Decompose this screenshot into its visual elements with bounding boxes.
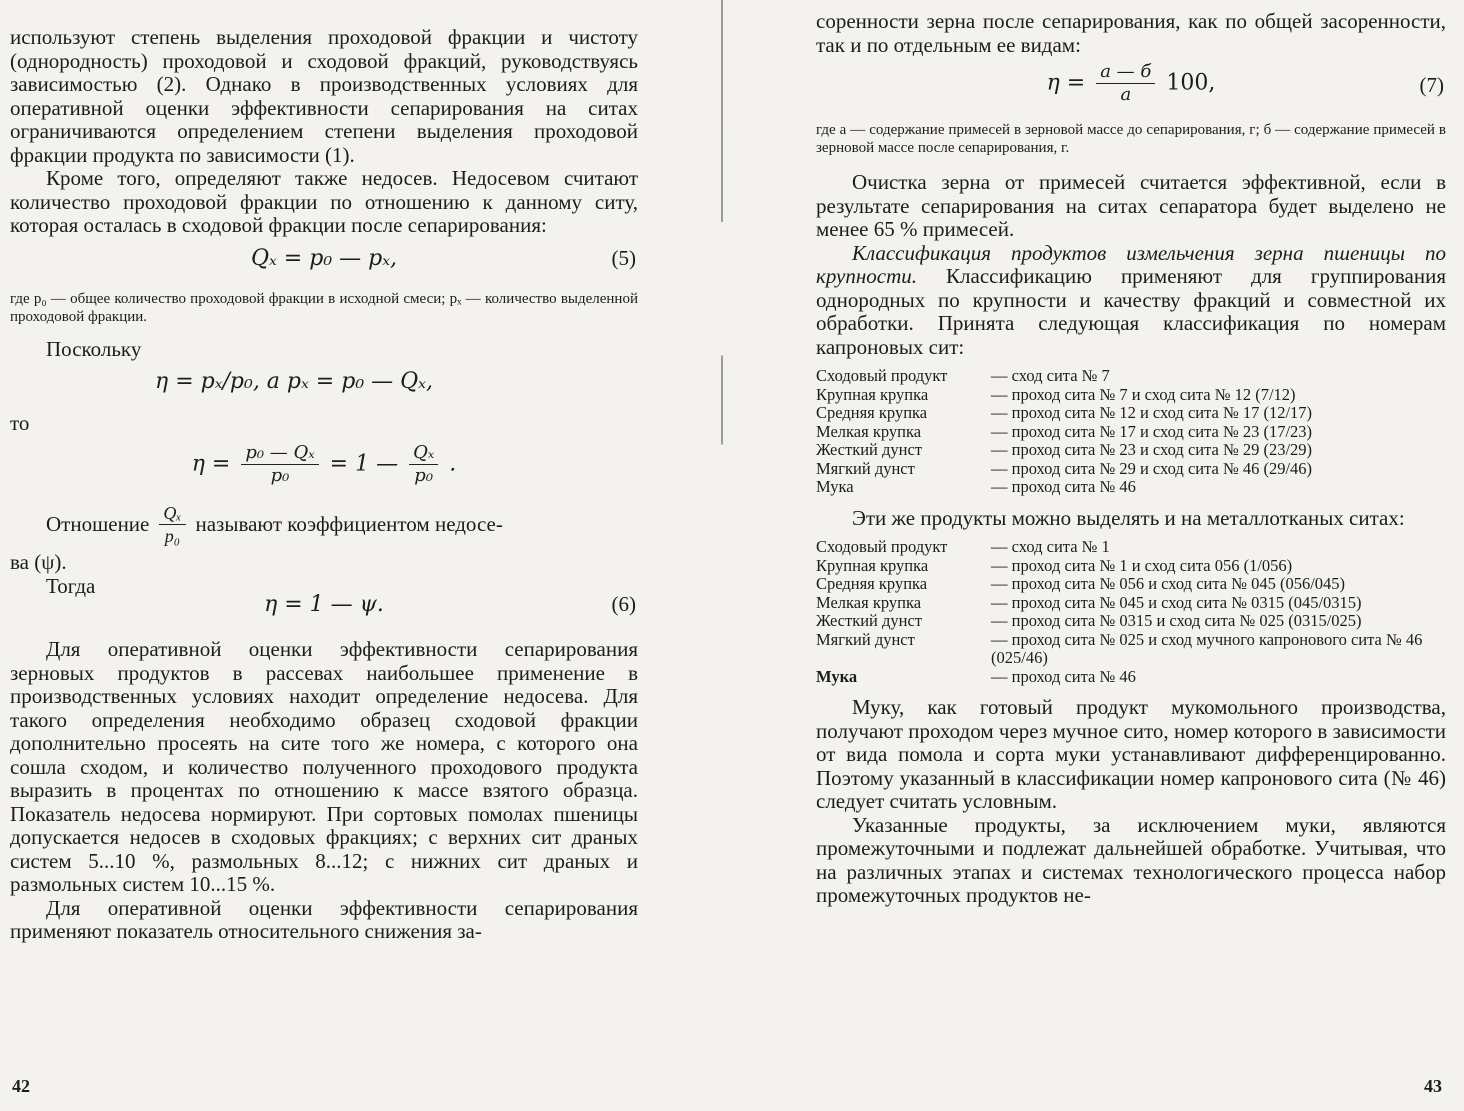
- formula-7-tail: 100,: [1166, 70, 1216, 96]
- formula-7-number: (7): [1419, 73, 1444, 97]
- table-row: Крупная крупка — проход сита № 1 и сход сита 056 (1/056): [816, 555, 1293, 575]
- left-column: [10, 26, 638, 944]
- formula-5-number: (5): [611, 245, 636, 270]
- right-para-6: Указанные продукты, за исключением муки, являются промежуточными и подлежат дальнейшей обработке. Учитывая, что на различных этапах и системах технологического процесса набор промежуточных продуктов не-: [816, 812, 1446, 907]
- table-row: Жесткий дунст — проход сита № 23 и сход сита № 29 (23/29): [816, 440, 1313, 459]
- formula-5-note: где p₀ — общее количество проходовой фракции в исходной смеси; pₓ — количество выделенной проходовой фракции.: [10, 290, 638, 325]
- right-para-2: Очистка зерна от примесей считается эффективной, если в результате сепарирования на ситах сепаратора будет выделено не менее 65 % примесей.: [816, 170, 1446, 241]
- fraction-2-top: Qₓ: [409, 442, 438, 465]
- formula-6: [10, 584, 638, 624]
- ratio-bottom: p₀: [164, 526, 181, 546]
- table-row: Мука — проход сита № 46: [816, 477, 1136, 496]
- classification-table-metal: [816, 538, 1446, 686]
- formula-eta-fraction: [10, 436, 638, 498]
- formula-5-expr: Qₓ = p₀ — pₓ,: [250, 245, 398, 271]
- formula-7: [816, 57, 1446, 115]
- table-row: Мягкий дунст — проход сита № 29 и сход сита № 46 (29/46): [816, 458, 1313, 478]
- table-row: Мелкая крупка — проход сита № 045 и сход сита № 0315 (045/0315): [816, 592, 1362, 612]
- right-para-5: Муку, как готовый продукт мукомольного производства, получают проходом через мучное сито, номер которого в зависимости от вида помола и сорта муки устанавливают дифференцированно. Поэтому указанный в классификации номер капронового сита (№ 46) следует считать условным.: [816, 695, 1446, 813]
- thus-word: Тогда: [46, 573, 96, 598]
- formula-6-number: (6): [611, 592, 636, 616]
- left-para-4: Для оперативной оценки эффективности сепарирования применяют показатель относительного снижения за-: [10, 895, 638, 943]
- table-row: Средняя крупка — проход сита № 12 и сход сита № 17 (12/17): [816, 403, 1313, 422]
- fraction-7: [1096, 61, 1155, 106]
- ratio-line: [10, 502, 638, 547]
- table-row: Сходовый продукт — сход сита № 1: [816, 537, 1110, 556]
- formula-eta-expr: η = pₓ/p₀, а pₓ = p₀ — Qₓ,: [155, 369, 433, 394]
- left-para-2: Кроме того, определяют также недосев. Недосевом считают количество проходовой фракции по отношению к данному ситу, которая осталась в сходовой фракции после сепарирования:: [10, 166, 638, 237]
- table-row: Крупная крупка — проход сита № 7 и сход сита № 12 (7/12): [816, 384, 1296, 404]
- fraction-7-bottom: а: [1120, 84, 1132, 105]
- since-word: Поскольку: [46, 336, 142, 361]
- formula-eta-ratio: [10, 361, 638, 407]
- table-row: Сходовый продукт — сход сита № 7: [816, 366, 1110, 385]
- left-para-1: используют степень выделения проходовой фракции и чистоту (однородность) проходовой и сходовой фракций, руководствуясь зависимостью (2). Однако в производственных условиях для оперативной оценки эффективности сепарирования на ситах ограничиваются определением степени выделения проходовой фракции продукта по зависимости (1).: [10, 25, 638, 167]
- left-page: [0, 0, 722, 1111]
- fraction-2-bottom: p₀: [414, 465, 434, 486]
- ratio-tail: ва (ψ).: [10, 550, 67, 574]
- formula-7-note: где а — содержание примесей в зерновой массе до сепарирования, г; б — содержание примесей в зерновой массе после сепарирования, г.: [816, 122, 1446, 156]
- right-para-1: соренности зерна после сепарирования, как по общей засоренности, так и по отдельным ее видам:: [816, 9, 1446, 57]
- fraction-1-bottom: p₀: [270, 465, 290, 486]
- fraction-2: [409, 442, 438, 487]
- right-page: [724, 0, 1464, 1111]
- then-word: то: [10, 411, 30, 435]
- table-row: Средняя крупка — проход сита № 056 и сход сита № 045 (056/045): [816, 574, 1346, 593]
- eq-mid: = 1 —: [329, 451, 399, 477]
- eta-lhs-7: η =: [1046, 70, 1086, 96]
- right-para-3: [816, 242, 1446, 360]
- table-row: Мука — проход сита № 46: [816, 666, 1136, 686]
- table-row: Жесткий дунст — проход сита № 0315 и сход сита № 025 (0315/025): [816, 611, 1362, 630]
- eta-lhs: η =: [191, 451, 231, 477]
- classification-heading: Классификация продуктов измельчения зерна пшеницы по крупности.: [816, 240, 1446, 288]
- table-row: Мелкая крупка — проход сита № 17 и сход сита № 23 (17/23): [816, 421, 1313, 441]
- fraction-1: [241, 442, 318, 487]
- ratio-top: Qₓ: [159, 502, 185, 525]
- page-number-right: 43: [1424, 1076, 1442, 1096]
- formula-5: [10, 238, 638, 284]
- ratio-pre: Отношение: [46, 512, 150, 536]
- right-para-3-rest: Классификацию применяют для группирования однородных по крупности и качеству фракций и совместной их обработки. Принята следующая классификация по номерам капроновых сит:: [816, 264, 1446, 359]
- formula-6-expr: η = 1 — ψ.: [264, 592, 384, 617]
- ratio-fraction: [159, 502, 185, 547]
- page-number-left: 42: [12, 1076, 30, 1096]
- eq-end: .: [449, 451, 457, 477]
- page-gutter: [721, 0, 723, 1111]
- table-row: Мягкий дунст — проход сита № 025 и сход мучного капронового сита № 46 (025/46): [816, 629, 1423, 667]
- right-column: [816, 10, 1446, 908]
- left-para-3: Для оперативной оценки эффективности сепарирования зерновых продуктов в рассевах наибольшее применение в производственных условиях находит определение недосева. Для такого определения необходимо образец сходовой фракции дополнительно просеять на сите того же номера, с которого она сошла сходом, и количество полученного проходового продукта выразить в процентах по отношению к массе взятого образца. Показатель недосева нормируют. При сортовых помолах пшеницы допускается недосев в сходовых фракциях; с верхних сит драных систем 5...10 %, размольных 8...12; с нижних сит драных и размольных систем 10...15 %.: [10, 637, 638, 896]
- fraction-1-top: p₀ — Qₓ: [241, 442, 318, 465]
- right-para-4: Эти же продукты можно выделять и на металлотканых ситах:: [852, 505, 1405, 530]
- classification-table-kapron: [816, 367, 1446, 497]
- fraction-7-top: а — б: [1096, 61, 1155, 84]
- ratio-post: называют коэффициентом недосе-: [195, 512, 503, 536]
